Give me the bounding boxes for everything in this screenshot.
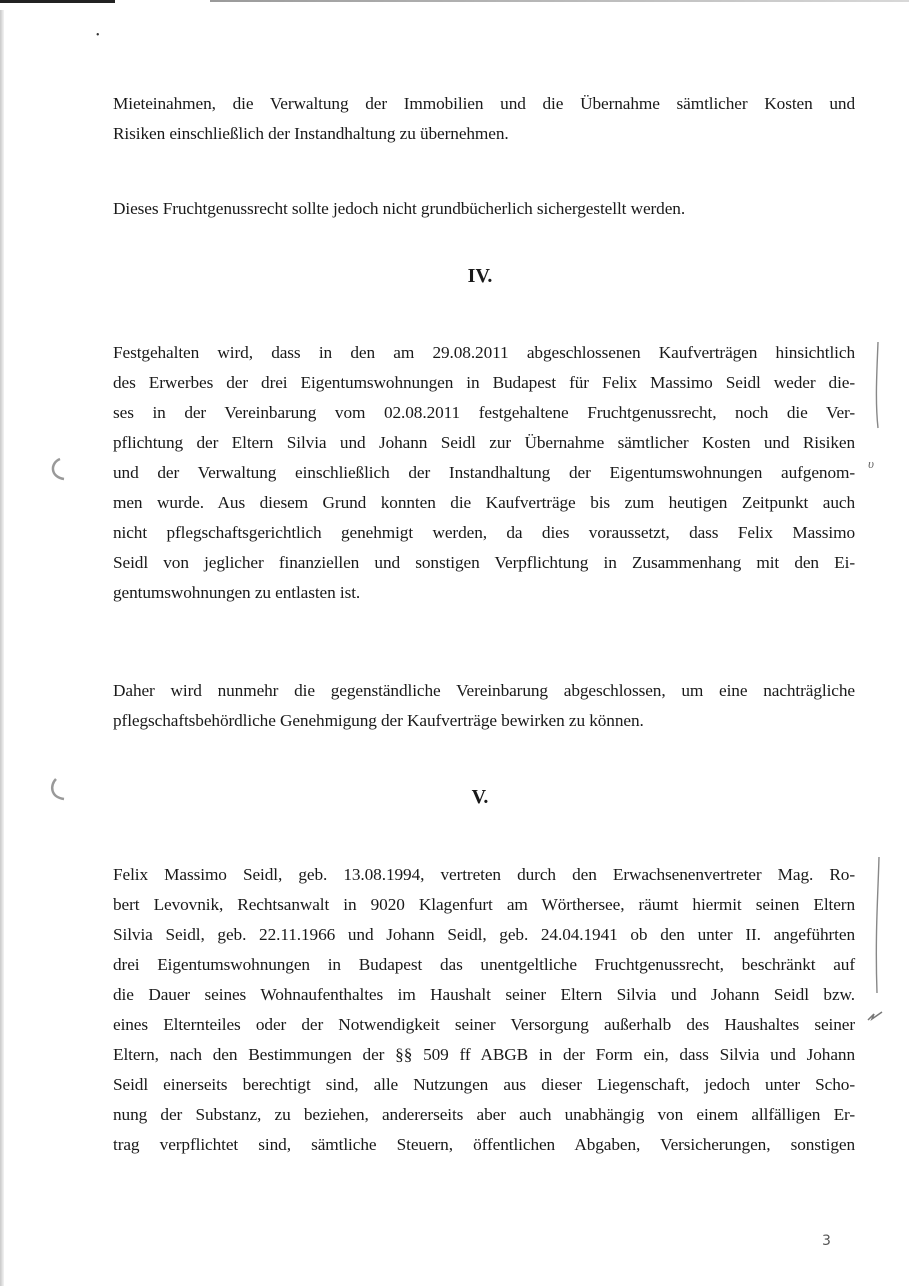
section-heading-iv: IV.	[467, 265, 493, 287]
text-line: Seidl einerseits berechtigt sind, alle Nutzungen aus dieser Liegenschaft, jedoch unter Scho-	[113, 1075, 855, 1094]
paragraph-continuation	[113, 89, 855, 149]
section-heading-v: V.	[471, 786, 489, 808]
text-line: Seidl von jeglicher finanziellen und sonstigen Verpflichtung in Zusammenhang mit den Ei-	[113, 553, 855, 572]
text-line: Risiken einschließlich der Instandhaltung zu übernehmen.	[113, 124, 509, 143]
section-v-paragraph-1	[113, 860, 855, 1160]
text-line: Dieses Fruchtgenussrecht sollte jedoch nicht grundbücherlich sichergestellt werden.	[113, 199, 686, 218]
text-line: pflegschaftsbehördliche Genehmigung der Kaufverträge bewirken zu können.	[113, 711, 644, 730]
text-line: nicht pflegschaftsgerichtlich genehmigt werden, da dies voraussetzt, dass Felix Massimo	[113, 523, 855, 542]
paragraph-fruchtgenuss-note	[113, 194, 855, 224]
section-iv-paragraph-2	[113, 676, 855, 736]
section-iv-paragraph-1	[113, 338, 855, 608]
scan-edge-left	[0, 10, 4, 1286]
text-line: Daher wird nunmehr die gegenständliche Vereinbarung abgeschlossen, um eine nachträgliche	[113, 681, 855, 700]
text-line: pflichtung der Eltern Silvia und Johann Seidl zur Übernahme sämtlicher Kosten und Risiken	[113, 433, 855, 452]
scan-edge-line	[210, 0, 909, 2]
text-line: Silvia Seidl, geb. 22.11.1966 und Johann Seidl, geb. 24.04.1941 ob den unter II. angeführten	[113, 925, 855, 944]
text-line: Mieteinahmen, die Verwaltung der Immobilien und die Übernahme sämtlicher Kosten und	[113, 94, 855, 113]
text-line: eines Elternteiles oder der Notwendigkeit seiner Versorgung außerhalb des Haushaltes seiner	[113, 1015, 855, 1034]
text-line: die Dauer seines Wohnaufenthaltes im Haushalt seiner Eltern Silvia und Johann Seidl bzw.	[113, 985, 855, 1004]
text-line: nung der Substanz, zu beziehen, andererseits aber auch unabhängig von einem allfälligen Er-	[113, 1105, 855, 1124]
margin-line-mark-icon	[872, 855, 884, 995]
scan-speck: •	[96, 30, 100, 41]
margin-tick-mark-icon	[866, 1010, 884, 1022]
margin-line-mark-icon	[872, 340, 884, 430]
text-line: men wurde. Aus diesem Grund konnten die Kaufverträge bis zum heutigen Zeitpunkt auch	[113, 493, 855, 512]
text-line: und der Verwaltung einschließlich der Instandhaltung der Eigentumswohnungen aufgenom-	[113, 463, 855, 482]
text-line: Felix Massimo Seidl, geb. 13.08.1994, vertreten durch den Erwachsenenvertreter Mag. Ro-	[113, 865, 855, 884]
text-line: drei Eigentumswohnungen in Budapest das unentgeltliche Fruchtgenussrecht, beschränkt auf	[113, 955, 855, 974]
text-line: Eltern, nach den Bestimmungen der §§ 509 ff ABGB in der Form ein, dass Silvia und Johann	[113, 1045, 855, 1064]
text-line: Festgehalten wird, dass in den am 29.08.2011 abgeschlossenen Kaufverträgen hinsichtlich	[113, 343, 855, 362]
text-line: trag verpflichtet sind, sämtliche Steuern, öffentlichen Abgaben, Versicherungen, sonstigen	[113, 1135, 855, 1154]
text-line: ses in der Vereinbarung vom 02.08.2011 festgehaltene Fruchtgenussrecht, noch die Ver-	[113, 403, 855, 422]
margin-initial-mark: υ	[868, 456, 874, 471]
scan-edge-top	[0, 0, 115, 3]
text-line: gentumswohnungen zu entlasten ist.	[113, 583, 361, 602]
hole-punch-mark-icon	[44, 775, 68, 805]
text-line: bert Levovnik, Rechtsanwalt in 9020 Klagenfurt am Wörthersee, räumt hiermit seinen Eltern	[113, 895, 855, 914]
text-line: des Erwerbes der drei Eigentumswohnungen in Budapest für Felix Massimo Seidl weder die-	[113, 373, 855, 392]
hole-punch-mark-icon	[44, 455, 68, 485]
page-number: 3	[822, 1233, 831, 1249]
